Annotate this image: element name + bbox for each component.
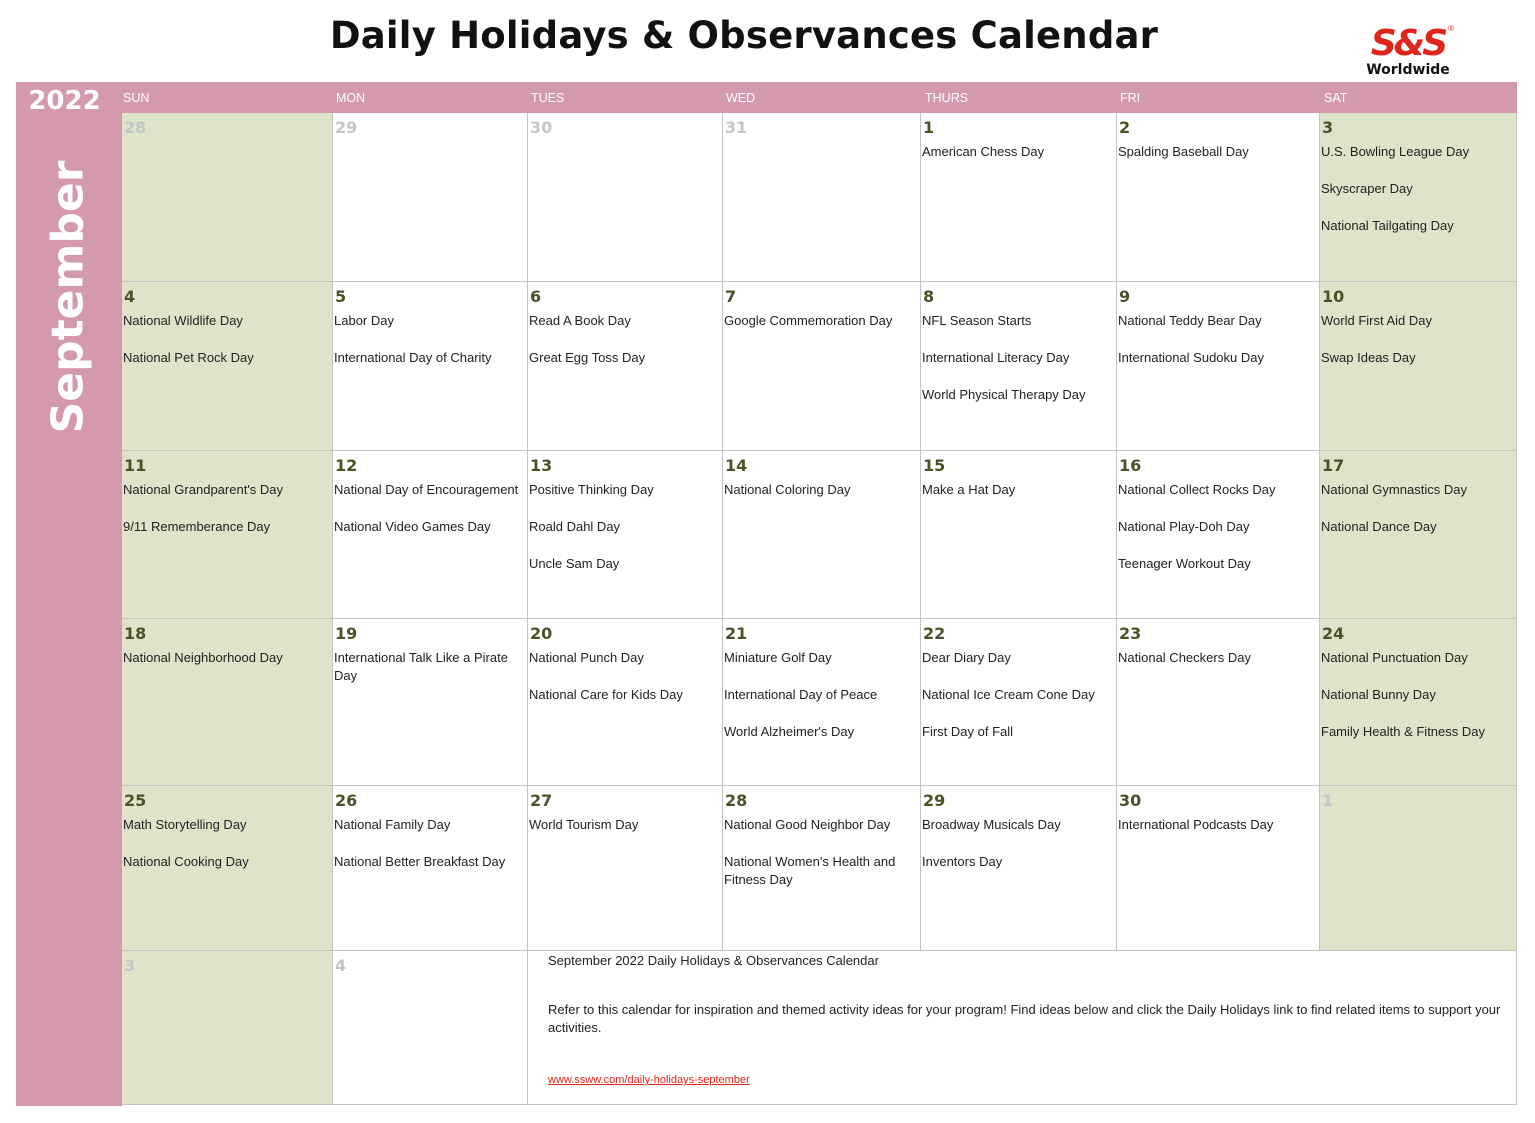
event-list (1118, 312, 1313, 386)
notes-panel (528, 951, 1517, 1105)
day-cell (723, 619, 921, 786)
day-number: 19 (335, 624, 358, 643)
event-item: National Video Games Day (334, 519, 491, 534)
day-number: 13 (530, 456, 553, 475)
day-cell (528, 113, 723, 282)
day-number: 1 (1322, 791, 1334, 810)
day-cell (723, 113, 921, 282)
event-item: 9/11 Rememberance Day (123, 519, 271, 534)
event-item: Family Health & Fitness Day (1321, 724, 1485, 739)
day-cell (1320, 619, 1517, 786)
day-cell (122, 113, 333, 282)
day-number: 3 (124, 956, 136, 975)
day-cell (921, 451, 1117, 619)
weekday-sat: SAT (1324, 91, 1348, 105)
day-cell (1117, 282, 1320, 451)
event-list (1118, 649, 1313, 686)
day-number: 16 (1119, 456, 1142, 475)
day-cell (333, 282, 528, 451)
day-cell (723, 282, 921, 451)
day-number: 17 (1322, 456, 1345, 475)
notes-title: September 2022 Daily Holidays & Observances Calendar (548, 953, 879, 968)
event-item: NFL Season Starts (922, 313, 1032, 328)
day-number: 25 (124, 791, 147, 810)
event-list (922, 649, 1110, 760)
event-list (529, 481, 716, 592)
day-number: 12 (335, 456, 358, 475)
event-item: Great Egg Toss Day (529, 350, 646, 365)
event-list (334, 649, 521, 704)
event-item: World First Aid Day (1321, 313, 1433, 328)
day-number: 26 (335, 791, 358, 810)
day-number: 24 (1322, 624, 1345, 643)
day-cell (1320, 282, 1517, 451)
event-list (1321, 481, 1510, 555)
event-list (529, 816, 716, 853)
day-number: 20 (530, 624, 553, 643)
day-cell (1117, 113, 1320, 282)
event-item: National Pet Rock Day (123, 350, 254, 365)
day-cell (528, 451, 723, 619)
event-list (334, 312, 521, 386)
event-item: National Checkers Day (1118, 650, 1251, 665)
page-title: Daily Holidays & Observances Calendar (329, 14, 1159, 57)
day-cell (122, 282, 333, 451)
weekday-header (122, 82, 1517, 113)
day-cell (723, 451, 921, 619)
event-list (1321, 649, 1510, 760)
day-cell (1117, 786, 1320, 951)
day-cell (333, 786, 528, 951)
event-list (1118, 816, 1313, 853)
event-list (1321, 312, 1510, 386)
day-cell (921, 619, 1117, 786)
day-number: 11 (124, 456, 147, 475)
calendar-grid (122, 113, 1517, 1105)
event-item: Swap Ideas Day (1321, 350, 1416, 365)
logo-registered-mark: ® (1448, 24, 1454, 33)
event-item: National Gymnastics Day (1321, 482, 1467, 497)
day-cell (921, 282, 1117, 451)
event-item: International Podcasts Day (1118, 817, 1274, 832)
notes-body: Refer to this calendar for inspiration and themed activity ideas for your program! Find ideas below and click the Daily Holidays link to find related items to support your activities. (548, 1002, 1501, 1035)
event-item: National Good Neighbor Day (724, 817, 891, 832)
event-list (724, 481, 914, 518)
day-number: 15 (923, 456, 946, 475)
event-item: National Dance Day (1321, 519, 1437, 534)
event-item: U.S. Bowling League Day (1321, 144, 1470, 159)
event-item: International Day of Peace (724, 687, 878, 702)
day-number: 28 (725, 791, 748, 810)
event-item: International Sudoku Day (1118, 350, 1264, 365)
event-item: National Family Day (334, 817, 451, 832)
event-item: World Physical Therapy Day (922, 387, 1086, 402)
event-item: National Tailgating Day (1321, 218, 1454, 233)
logo-mark: S&S (1370, 23, 1446, 64)
day-cell (723, 786, 921, 951)
event-item: National Punctuation Day (1321, 650, 1468, 665)
event-item: National Punch Day (529, 650, 644, 665)
event-item: Labor Day (334, 313, 394, 328)
day-number: 4 (124, 287, 136, 306)
event-list (1118, 481, 1313, 592)
event-item: Positive Thinking Day (529, 482, 654, 497)
day-number: 30 (530, 118, 553, 137)
weekday-fri: FRI (1120, 91, 1141, 105)
event-item: National Coloring Day (724, 482, 851, 497)
event-item: Broadway Musicals Day (922, 817, 1061, 832)
day-number: 7 (725, 287, 737, 306)
event-item: Roald Dahl Day (529, 519, 621, 534)
event-item: National Wildlife Day (123, 313, 243, 328)
daily-holidays-link[interactable]: www.ssww.com/daily-holidays-september (548, 1074, 750, 1086)
weekday-sun: SUN (123, 91, 150, 105)
event-list (529, 312, 716, 386)
day-cell (122, 451, 333, 619)
day-cell (921, 786, 1117, 951)
day-cell (528, 786, 723, 951)
day-cell (333, 951, 528, 1105)
event-item: National Grandparent's Day (123, 482, 284, 497)
event-list (922, 312, 1110, 423)
event-list (123, 649, 326, 686)
event-item: Skyscraper Day (1321, 181, 1413, 196)
day-cell (528, 282, 723, 451)
day-cell (122, 951, 333, 1105)
day-number: 10 (1322, 287, 1345, 306)
day-number: 18 (124, 624, 147, 643)
event-item: Teenager Workout Day (1118, 556, 1251, 571)
event-item: Inventors Day (922, 854, 1003, 869)
event-item: National Day of Encouragement (334, 482, 519, 497)
day-number: 6 (530, 287, 542, 306)
event-item: Spalding Baseball Day (1118, 144, 1249, 159)
event-item: National Teddy Bear Day (1118, 313, 1262, 328)
event-item: Dear Diary Day (922, 650, 1011, 665)
day-cell (122, 786, 333, 951)
day-number: 2 (1119, 118, 1131, 137)
day-number: 30 (1119, 791, 1142, 810)
day-cell (122, 619, 333, 786)
day-number: 23 (1119, 624, 1142, 643)
event-list (334, 816, 521, 890)
day-number: 4 (335, 956, 347, 975)
event-list (334, 481, 521, 555)
day-cell (1320, 786, 1517, 951)
event-item: Read A Book Day (529, 313, 631, 328)
event-item: World Alzheimer's Day (724, 724, 855, 739)
day-number: 5 (335, 287, 347, 306)
event-item: National Care for Kids Day (529, 687, 683, 702)
day-number: 3 (1322, 118, 1334, 137)
event-item: International Talk Like a Pirate Day (334, 650, 508, 683)
day-cell (528, 619, 723, 786)
day-cell (1320, 451, 1517, 619)
event-item: First Day of Fall (922, 724, 1014, 739)
weekday-mon: MON (336, 91, 366, 105)
event-item: National Bunny Day (1321, 687, 1436, 702)
event-list (529, 649, 716, 723)
day-number: 8 (923, 287, 935, 306)
day-number: 28 (124, 118, 147, 137)
event-item: Make a Hat Day (922, 482, 1016, 497)
event-item: National Better Breakfast Day (334, 854, 506, 869)
event-item: Google Commemoration Day (724, 313, 893, 328)
company-logo[interactable] (1360, 22, 1456, 80)
event-item: National Neighborhood Day (123, 650, 283, 665)
event-list (123, 312, 326, 386)
day-cell (1117, 451, 1320, 619)
day-number: 27 (530, 791, 553, 810)
event-list (1321, 143, 1510, 254)
event-item: Math Storytelling Day (123, 817, 247, 832)
day-number: 31 (725, 118, 748, 137)
day-number: 29 (923, 791, 946, 810)
event-item: National Women's Health and Fitness Day (724, 854, 896, 887)
logo-subtitle: Worldwide (1366, 62, 1450, 78)
event-list (922, 143, 1110, 180)
day-cell (921, 113, 1117, 282)
day-number: 29 (335, 118, 358, 137)
event-item: Miniature Golf Day (724, 650, 832, 665)
day-cell (1117, 619, 1320, 786)
year-label: 2022 (28, 86, 101, 116)
day-cell (333, 619, 528, 786)
event-item: National Play-Doh Day (1118, 519, 1250, 534)
weekday-thurs: THURS (925, 91, 969, 105)
event-list (724, 816, 914, 908)
day-number: 21 (725, 624, 748, 643)
event-item: Uncle Sam Day (529, 556, 620, 571)
day-number: 1 (923, 118, 935, 137)
weekday-wed: WED (726, 91, 756, 105)
event-list (123, 816, 326, 890)
event-item: National Ice Cream Cone Day (922, 687, 1095, 702)
day-number: 9 (1119, 287, 1131, 306)
event-item: National Cooking Day (123, 854, 249, 869)
day-number: 14 (725, 456, 748, 475)
event-item: American Chess Day (922, 144, 1045, 159)
month-label: September (42, 160, 94, 434)
event-item: International Literacy Day (922, 350, 1070, 365)
event-list (123, 481, 326, 555)
day-number: 22 (923, 624, 946, 643)
event-list (922, 481, 1110, 518)
event-list (922, 816, 1110, 890)
event-item: International Day of Charity (334, 350, 492, 365)
day-cell (1320, 113, 1517, 282)
event-item: World Tourism Day (529, 817, 639, 832)
event-list (724, 312, 914, 349)
event-list (724, 649, 914, 760)
day-cell (333, 113, 528, 282)
day-cell (333, 451, 528, 619)
event-item: National Collect Rocks Day (1118, 482, 1276, 497)
weekday-tues: TUES (531, 91, 565, 105)
event-list (1118, 143, 1313, 180)
